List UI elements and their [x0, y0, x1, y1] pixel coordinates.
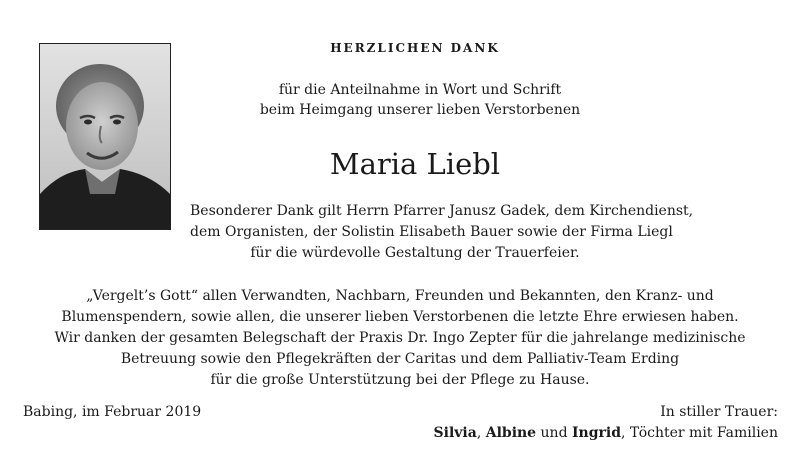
general-thanks-line: „Vergelt’s Gott“ allen Verwandten, Nachbarn, Freunden und Bekannten, den Kranz- und: [86, 288, 714, 304]
mourning-suffix: , Töchter mit Familien: [621, 425, 778, 441]
deceased-name: Maria Liebl: [329, 147, 501, 181]
mourning-names: [434, 423, 778, 444]
intro-line: beim Heimgang unserer lieben Verstorbenen: [259, 102, 581, 118]
mourner-name: Silvia: [433, 425, 477, 441]
special-thanks-paragraph: [190, 201, 694, 264]
place-date: Babing, im Februar 2019: [23, 404, 202, 420]
mourning-heading: In stiller Trauer:: [660, 404, 778, 420]
intro-line: für die Anteilnahme in Wort und Schrift: [278, 82, 562, 98]
general-thanks-line: Betreuung sowie den Pflegekräften der Caritas und dem Palliativ-Team Erding: [120, 351, 680, 367]
general-thanks-paragraph: [20, 286, 780, 391]
mourner-name: Ingrid: [572, 425, 621, 441]
special-thanks-line: Besonderer Dank gilt Herrn Pfarrer Janusz Gadek, dem Kirchendienst,: [190, 203, 694, 219]
general-thanks-line: Blumenspendern, sowie allen, die unserer lieben Verstorbenen die letzte Ehre erwiesen haben.: [61, 309, 739, 325]
heading-thanks: HERZLICHEN DANK: [330, 41, 500, 55]
special-thanks-line: für die würdevolle Gestaltung der Trauerfeier.: [250, 245, 580, 261]
portrait-icon: [40, 44, 170, 229]
mourning-signature: [434, 402, 778, 444]
general-thanks-line: Wir danken der gesamten Belegschaft der Praxis Dr. Ingo Zepter für die jahrelange medizinische: [54, 330, 746, 346]
separator: ,: [476, 425, 486, 441]
portrait-photo: [39, 43, 171, 230]
special-thanks-line: dem Organisten, der Solistin Elisabeth Bauer sowie der Firma Liegl: [190, 224, 673, 240]
intro-text: [240, 80, 600, 120]
general-thanks-line: für die große Unterstützung bei der Pflege zu Hause.: [210, 372, 590, 388]
separator: und: [536, 425, 572, 441]
mourner-name: Albine: [485, 425, 537, 441]
